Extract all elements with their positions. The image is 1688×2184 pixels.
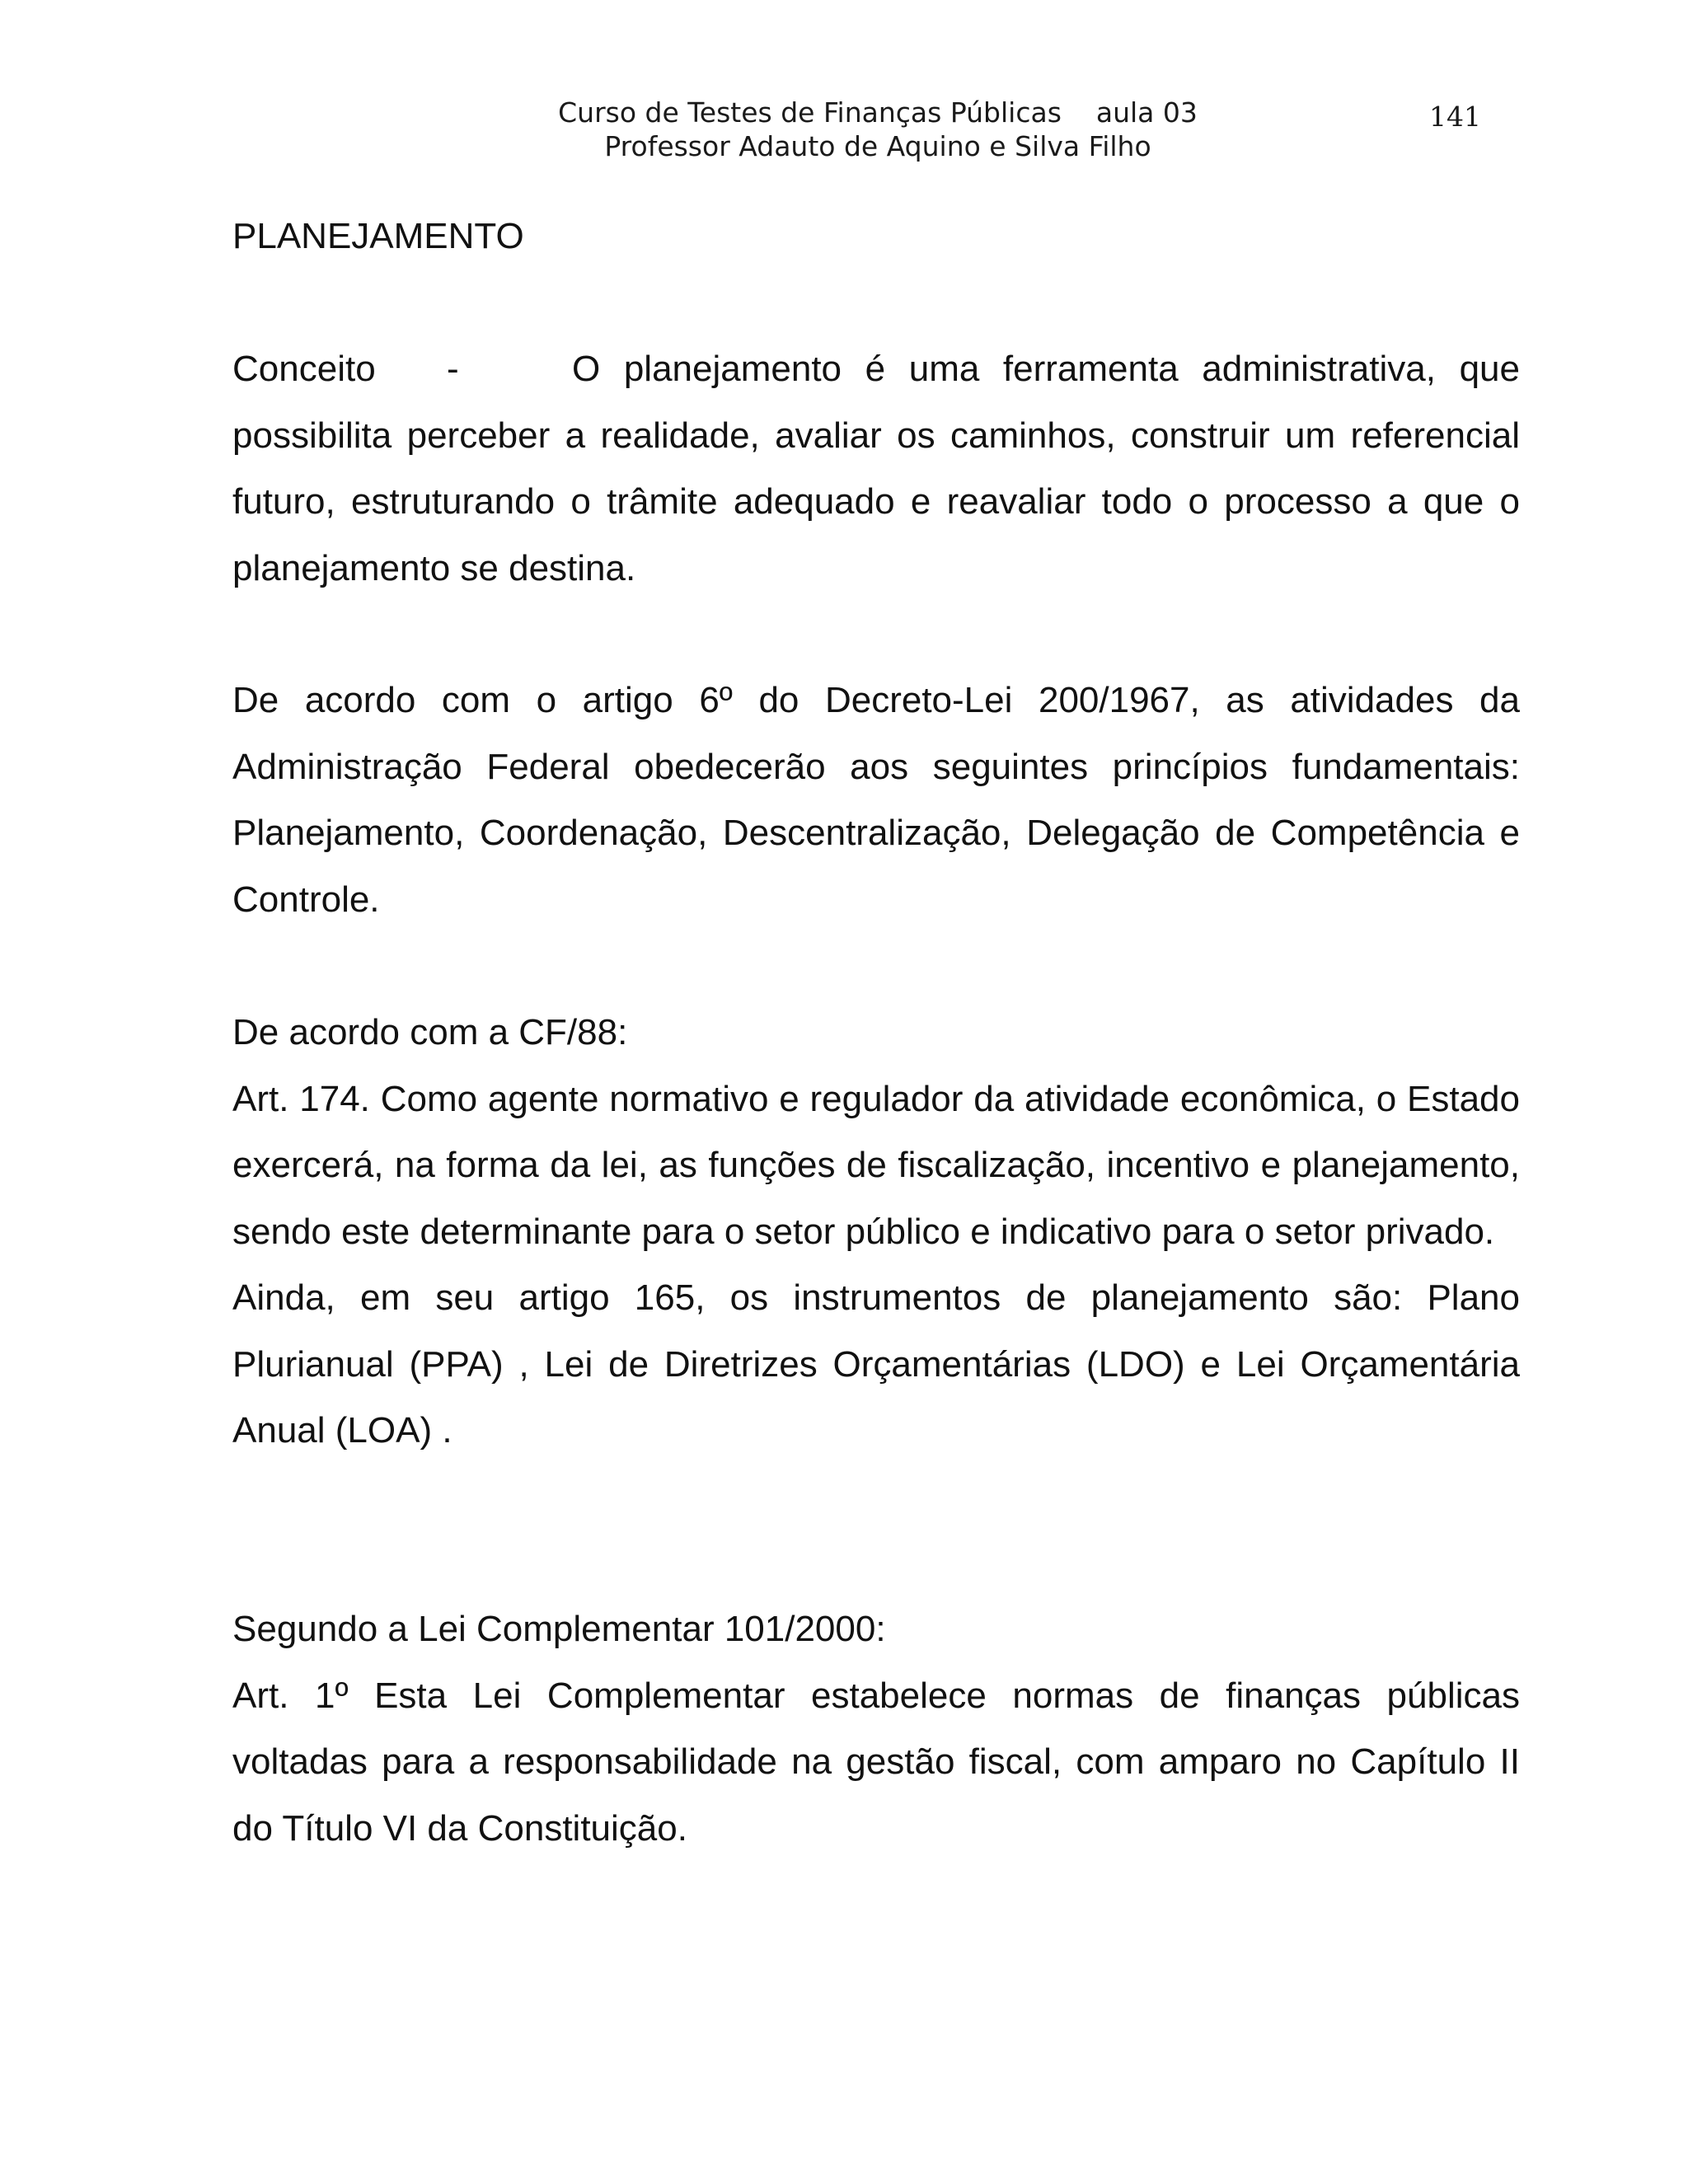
lrf-intro: Segundo a Lei Complementar 101/2000:: [232, 1609, 886, 1649]
cf88-art174: Art. 174. Como agente normativo e regulador da atividade econômica, o Estado exercerá, na forma da lei, as funções de fiscalização, incentivo e planejamento, sendo este determinante para o setor público e indicativo para o setor privado.: [232, 1078, 1520, 1252]
concept-text: O planejamento é uma ferramenta administrativa, que possibilita perceber a realidade, avaliar os caminhos, construir um referencial futuro, estruturando o trâmite adequado e reavaliar todo o processo a que o planejamento se destina.: [232, 349, 1520, 588]
decree-paragraph: [232, 668, 1520, 933]
concept-paragraph: [232, 336, 1520, 602]
section-title: PLANEJAMENTO: [232, 216, 524, 256]
cf88-art165: Ainda, em seu artigo 165, os instrumentos de planejamento são: Plano Plurianual (PPA) , Lei de Diretrizes Orçamentárias (LDO) e Lei Orçamentária Anual (LOA) .: [232, 1277, 1520, 1451]
lrf-art1: Art. 1º Esta Lei Complementar estabelece normas de finanças públicas voltadas para a responsabilidade na gestão fiscal, com amparo no Capítulo II do Título VI da Constituição.: [232, 1675, 1520, 1849]
lrf-section: [232, 1596, 1520, 1862]
decree-text: De acordo com o artigo 6º do Decreto-Lei 200/1967, as atividades da Administração Federal obedecerão aos seguintes princípios fundamentais: Planejamento, Coordenação, Descentralização, Delegação de Competência e Controle.: [232, 680, 1520, 920]
concept-dash: -: [447, 349, 459, 389]
page-number: 141: [1429, 101, 1481, 133]
header-course-line: Curso de Testes de Finanças Públicas aula 03: [558, 96, 1198, 129]
cf88-intro: De acordo com a CF/88:: [232, 1012, 628, 1052]
header-professor-line: Professor Adauto de Aquino e Silva Filho: [604, 130, 1151, 162]
concept-label: Conceito: [232, 349, 376, 389]
cf88-section: [232, 1000, 1520, 1465]
